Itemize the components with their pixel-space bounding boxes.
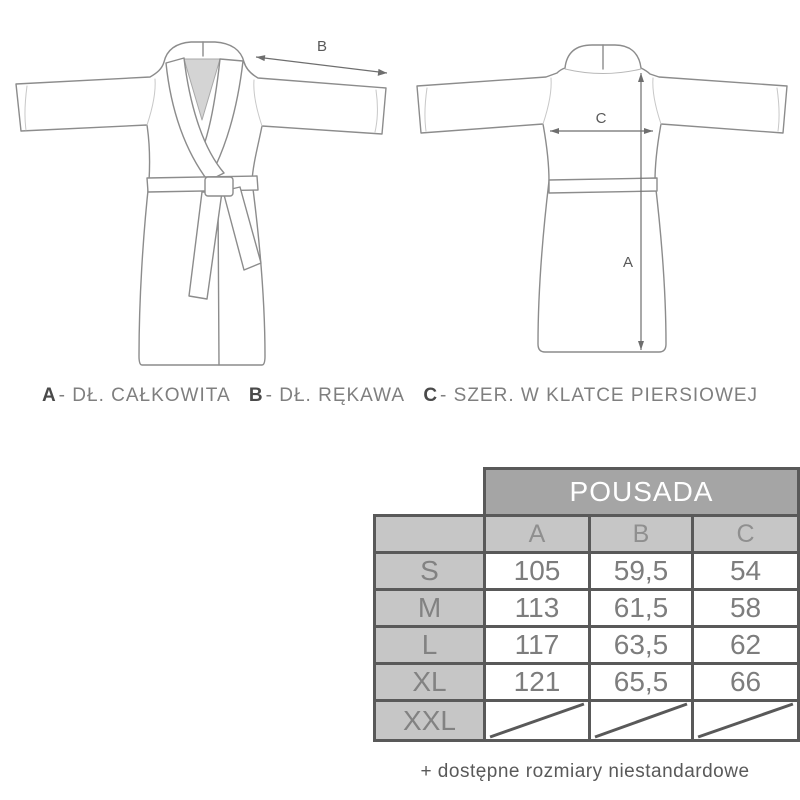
diagonal-slash bbox=[486, 702, 588, 739]
legend-label-c: - SZER. W KLATCE PIERSIOWEJ bbox=[440, 385, 759, 406]
table-row-m bbox=[375, 590, 799, 627]
xxl-cell-slashed bbox=[485, 701, 590, 741]
diagonal-slash bbox=[591, 702, 691, 739]
size-label: XXL bbox=[375, 701, 485, 741]
size-table bbox=[373, 467, 800, 742]
legend-key-c: C bbox=[423, 385, 439, 406]
size-label: S bbox=[375, 553, 485, 590]
column-header-row bbox=[375, 516, 799, 553]
front-robe-drawing bbox=[16, 42, 386, 365]
value-a: 117 bbox=[485, 627, 590, 664]
dimension-b-arrow bbox=[256, 38, 387, 76]
table-row-xxl bbox=[375, 701, 799, 741]
measurement-legend bbox=[0, 385, 800, 407]
brand-row bbox=[375, 469, 799, 516]
table-ghost-cell bbox=[375, 469, 485, 516]
table-row-s bbox=[375, 553, 799, 590]
column-header-b: B bbox=[590, 516, 693, 553]
size-label: XL bbox=[375, 664, 485, 701]
robe-technical-drawings bbox=[0, 0, 800, 375]
value-c: 66 bbox=[693, 664, 799, 701]
legend-label-b: - DŁ. RĘKAWA bbox=[265, 385, 406, 406]
legend-item-c bbox=[423, 385, 758, 407]
table-row-xl bbox=[375, 664, 799, 701]
value-a: 105 bbox=[485, 553, 590, 590]
back-robe-drawing bbox=[417, 45, 787, 352]
size-label: L bbox=[375, 627, 485, 664]
dimension-b-label: B bbox=[316, 38, 328, 55]
value-a: 113 bbox=[485, 590, 590, 627]
value-a: 121 bbox=[485, 664, 590, 701]
table-row-l bbox=[375, 627, 799, 664]
value-b: 63,5 bbox=[590, 627, 693, 664]
xxl-cell-slashed bbox=[590, 701, 693, 741]
value-c: 54 bbox=[693, 553, 799, 590]
brand-header: POUSADA bbox=[485, 469, 799, 516]
size-column-header bbox=[375, 516, 485, 553]
legend-item-b bbox=[249, 385, 405, 407]
diagonal-slash bbox=[694, 702, 797, 739]
legend-key-a: A bbox=[41, 385, 57, 406]
legend-label-a: - DŁ. CAŁKOWITA bbox=[58, 385, 231, 406]
footnote: + dostępne rozmiary niestandardowe bbox=[420, 761, 750, 782]
value-b: 59,5 bbox=[590, 553, 693, 590]
value-b: 61,5 bbox=[590, 590, 693, 627]
value-b: 65,5 bbox=[590, 664, 693, 701]
legend-item-a bbox=[42, 385, 231, 407]
dimension-c-label: C bbox=[595, 110, 607, 127]
size-label: M bbox=[375, 590, 485, 627]
column-header-a: A bbox=[485, 516, 590, 553]
legend-key-b: B bbox=[248, 385, 264, 406]
xxl-cell-slashed bbox=[693, 701, 799, 741]
value-c: 62 bbox=[693, 627, 799, 664]
value-c: 58 bbox=[693, 590, 799, 627]
back-robe-silhouette bbox=[417, 45, 787, 352]
column-header-c: C bbox=[693, 516, 799, 553]
belt-knot bbox=[205, 177, 233, 196]
dimension-a-label: A bbox=[622, 254, 633, 271]
